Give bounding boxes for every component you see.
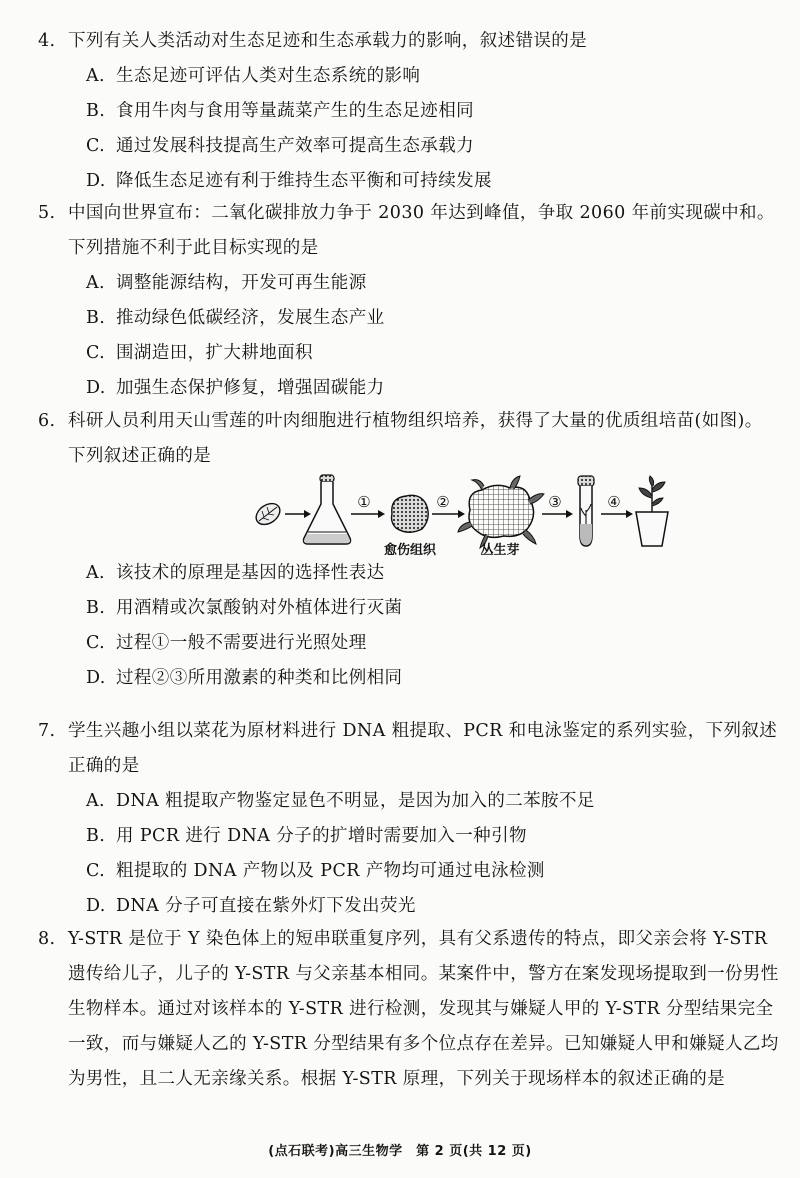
option-b (38, 591, 780, 626)
option-text: 过程①一般不需要进行光照处理 (116, 633, 367, 653)
option-a (38, 556, 780, 591)
option-d (38, 164, 780, 199)
arrow-head-icon (458, 510, 465, 518)
question-4 (38, 24, 780, 199)
option-d (38, 889, 780, 924)
tissue-culture-figure (68, 474, 780, 556)
option-text: 食用牛肉与食用等量蔬菜产生的生态足迹相同 (116, 101, 474, 121)
question-5 (38, 196, 780, 406)
step-3-label: ③ (548, 493, 562, 511)
option-text: DNA 分子可直接在紫外灯下发出荧光 (116, 896, 416, 916)
question-stem (38, 714, 780, 784)
option-text: 围湖造田，扩大耕地面积 (116, 343, 313, 363)
option-letter: D. (86, 668, 106, 688)
stem-text: 科研人员利用天山雪莲的叶肉细胞进行植物组织培养，获得了大量的优质组培苗(如图)。下列叙述正确的是 (68, 411, 763, 466)
option-c (38, 129, 780, 164)
option-a (38, 784, 780, 819)
page-footer: (点石联考)高三生物学 第 2 页(共 12 页) (268, 1144, 532, 1159)
option-letter: C. (86, 343, 106, 363)
stem-text: Y-STR 是位于 Y 染色体上的短串联重复序列，具有父系遗传的特点，即父亲会将 Y-STR 遗传给儿子，儿子的 Y-STR 与父亲基本相同。某案件中，警方在案发现场提取到一份男性生物样本。通过对该样本的 Y-STR 进行检测，发现其与嫌疑人甲的 Y-STR 分型结果完全一致，而与嫌疑人乙的 Y-STR 分型结果有多个位点存在差异。已知嫌疑人甲和嫌疑人乙均为男性，且二人无亲缘关系。根据 Y-STR 原理，下列关于现场样本的叙述正确的是 (68, 929, 779, 1089)
option-letter: B. (86, 308, 106, 328)
step-1-label: ① (357, 493, 371, 511)
step-4-label: ④ (607, 493, 621, 511)
option-letter: C. (86, 633, 106, 653)
option-c (38, 626, 780, 661)
option-text: 过程②③所用激素的种类和比例相同 (116, 668, 403, 688)
question-6 (38, 404, 780, 696)
option-letter: A. (86, 791, 106, 811)
option-text: 加强生态保护修复，增强固碳能力 (116, 378, 385, 398)
option-letter: B. (86, 101, 106, 121)
option-b (38, 819, 780, 854)
leaf-icon (252, 499, 284, 529)
option-letter: A. (86, 563, 106, 583)
option-letter: C. (86, 861, 106, 881)
option-c (38, 854, 780, 889)
option-d (38, 661, 780, 696)
stem-text: 中国向世界宣布：二氧化碳排放力争于 2030 年达到峰值，争取 2060 年前实现碳中和。下列措施不利于此目标实现的是 (68, 203, 775, 258)
stem-text: 下列有关人类活动对生态足迹和生态承载力的影响，叙述错误的是 (68, 31, 588, 51)
arrow-head-icon (626, 510, 633, 518)
option-text: 用酒精或次氯酸钠对外植体进行灭菌 (116, 598, 403, 618)
option-letter: B. (86, 826, 106, 846)
option-c (38, 336, 780, 371)
option-letter: A. (86, 66, 106, 86)
step-2-label: ② (436, 493, 450, 511)
option-b (38, 301, 780, 336)
option-letter: B. (86, 598, 106, 618)
option-letter: D. (86, 378, 106, 398)
arrow-head-icon (378, 510, 385, 518)
option-text: 调整能源结构，开发可再生能源 (116, 273, 367, 293)
tissue-culture-diagram (68, 474, 780, 556)
arrow-head-icon (304, 510, 311, 518)
callus-icon (392, 495, 429, 532)
option-text: 粗提取的 DNA 产物以及 PCR 产物均可通过电泳检测 (116, 861, 545, 881)
option-letter: C. (86, 136, 106, 156)
option-letter: D. (86, 171, 106, 191)
question-number: 7. (38, 721, 56, 741)
option-text: 通过发展科技提高生产效率可提高生态承载力 (116, 136, 474, 156)
option-text: DNA 粗提取产物鉴定显色不明显，是因为加入的二苯胺不足 (116, 791, 595, 811)
option-text: 降低生态足迹有利于维持生态平衡和可持续发展 (116, 171, 492, 191)
option-b (38, 94, 780, 129)
option-text: 该技术的原理是基因的选择性表达 (116, 563, 385, 583)
option-text: 用 PCR 进行 DNA 分子的扩增时需要加入一种引物 (116, 826, 527, 846)
question-stem (38, 24, 780, 59)
question-stem (38, 196, 780, 266)
arrow-head-icon (566, 510, 573, 518)
question-number: 5. (38, 203, 56, 223)
stem-text: 学生兴趣小组以菜花为原材料进行 DNA 粗提取、PCR 和电泳鉴定的系列实验，下列叙述正确的是 (68, 721, 778, 776)
option-a (38, 59, 780, 94)
question-8 (38, 922, 780, 1097)
buds-icon (458, 476, 544, 548)
option-text: 推动绿色低碳经济，发展生态产业 (116, 308, 385, 328)
option-letter: A. (86, 273, 106, 293)
potted-plant-icon (636, 476, 668, 546)
question-number: 4. (38, 31, 56, 51)
option-a (38, 266, 780, 301)
option-letter: D. (86, 896, 106, 916)
question-stem (38, 404, 780, 474)
question-7 (38, 714, 780, 924)
option-text: 生态足迹可评估人类对生态系统的影响 (116, 66, 421, 86)
flask-icon (304, 475, 351, 544)
question-number: 8. (38, 929, 56, 949)
question-stem (38, 922, 780, 1097)
question-number: 6. (38, 411, 56, 431)
option-d (38, 371, 780, 406)
buds-label: 丛生芽 (480, 543, 520, 556)
test-tube-icon (578, 476, 594, 546)
callus-label: 愈伤组织 (383, 543, 437, 556)
